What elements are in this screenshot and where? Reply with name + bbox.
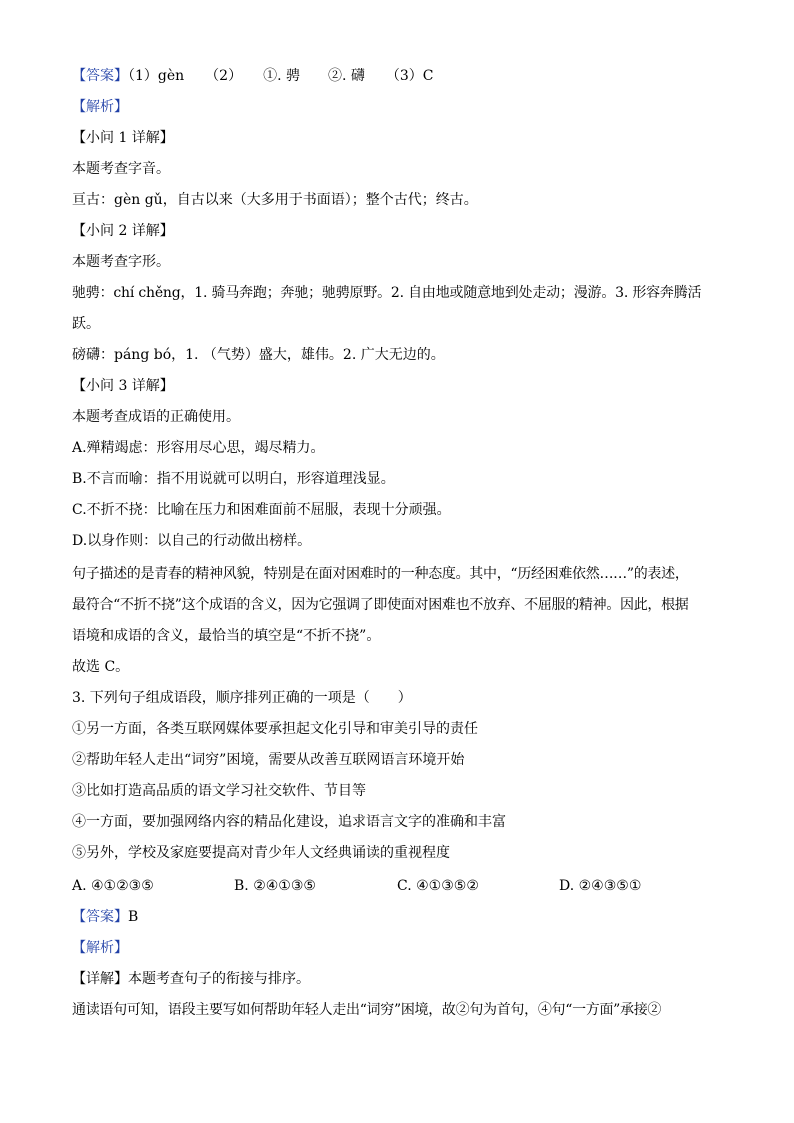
text: 本题考查字形。	[72, 254, 170, 270]
choice-c: C. ④①③⑤②	[397, 878, 479, 894]
paragraph-line	[72, 283, 722, 303]
text: 磅礴：páng bó，1. （气势）盛大，雄伟。2. 广大无边的。	[72, 347, 445, 363]
text: 【详解】本题考查句子的衔接与排序。	[72, 971, 310, 987]
text: ③比如打造高品质的语文学习社交软件、节目等	[72, 783, 366, 799]
option-explanation	[72, 469, 722, 489]
sentence-item	[72, 843, 722, 863]
text: 本题考查字音。	[72, 161, 170, 177]
subquestion-3-heading	[72, 376, 722, 396]
text: 跃。	[72, 316, 100, 332]
paragraph-line	[72, 159, 722, 179]
subquestion-2-heading	[72, 221, 722, 241]
paragraph-line	[72, 657, 722, 677]
answer-tag: 【答案】	[72, 909, 128, 925]
text: 句子描述的是青春的精神风貌，特别是在面对困难时的一种态度。其中，“历经困难依然……”的表述，	[72, 566, 689, 582]
heading-text: 【小问 3 详解】	[72, 378, 174, 394]
choice-a: A. ④①②③⑤	[72, 878, 154, 894]
text: D.以身作则：以自己的行动做出榜样。	[72, 533, 312, 549]
answer-line-1	[72, 66, 722, 86]
paragraph-line	[72, 564, 722, 584]
choice-b: B. ②④①③⑤	[234, 878, 316, 894]
heading-text: 【小问 1 详解】	[72, 130, 174, 146]
paragraph-line	[72, 407, 722, 427]
paragraph-line	[72, 1000, 722, 1020]
text: 语境和成语的含义，最恰当的填空是“不折不挠”。	[72, 628, 381, 644]
sentence-item	[72, 719, 722, 739]
text: 驰骋：chí chěng，1. 骑马奔跑；奔驰；驰骋原野。2. 自由地或随意地到处走动；漫游。3. 形容奔腾活	[72, 285, 702, 301]
paragraph-line	[72, 626, 722, 646]
text: 通读语句可知，语段主要写如何帮助年轻人走出“词穷”困境，故②句为首句，④句“一方面”承接②	[72, 1002, 662, 1018]
question-3-stem	[72, 688, 722, 708]
heading-text: 【小问 2 详解】	[72, 223, 174, 239]
sentence-item	[72, 781, 722, 801]
analysis-tag-1	[72, 97, 722, 117]
text: ①另一方面，各类互联网媒体要承担起文化引导和审美引导的责任	[72, 721, 478, 737]
paragraph-line	[72, 595, 722, 615]
analysis-tag-2	[72, 938, 722, 958]
text: 3. 下列句子组成语段，顺序排列正确的一项是（ ）	[72, 690, 412, 706]
sentence-item	[72, 812, 722, 832]
text: ⑤另外，学校及家庭要提高对青少年人文经典诵读的重视程度	[72, 845, 450, 861]
analysis-tag: 【解析】	[72, 99, 128, 115]
answer-tag: 【答案】	[72, 68, 128, 84]
text: A.殚精竭虑：形容用尽心思，竭尽精力。	[72, 440, 325, 456]
text: 本题考查成语的正确使用。	[72, 409, 240, 425]
choice-d: D. ②④③⑤①	[559, 878, 642, 894]
choice-options	[72, 876, 722, 896]
paragraph-line	[72, 190, 722, 210]
subquestion-1-heading	[72, 128, 722, 148]
text: B.不言而喻：指不用说就可以明白，形容道理浅显。	[72, 471, 395, 487]
answer-line-2	[72, 907, 722, 927]
text: 最符合“不折不挠”这个成语的含义，因为它强调了即使面对困难也不放弃、不屈服的精神。因此，根据	[72, 597, 689, 613]
text: ②帮助年轻人走出“词穷”困境，需要从改善互联网语言环境开始	[72, 752, 465, 768]
text: 故选 C。	[72, 659, 130, 675]
answer-content: B	[128, 909, 139, 925]
answer-content: （1）gèn （2） ①. 骋 ②. 礴 （3）C	[128, 68, 434, 84]
detail-heading	[72, 969, 722, 989]
option-explanation	[72, 531, 722, 551]
option-explanation	[72, 500, 722, 520]
paragraph-line	[72, 252, 722, 272]
text: 亘古：gèn gǔ，自古以来（大多用于书面语）；整个古代；终古。	[72, 192, 478, 208]
text: C.不折不挠：比喻在压力和困难面前不屈服，表现十分顽强。	[72, 502, 451, 518]
paragraph-line	[72, 345, 722, 365]
option-explanation	[72, 438, 722, 458]
analysis-tag: 【解析】	[72, 940, 128, 956]
text: ④一方面，要加强网络内容的精品化建设，追求语言文字的准确和丰富	[72, 814, 506, 830]
sentence-item	[72, 750, 722, 770]
paragraph-line	[72, 314, 722, 334]
